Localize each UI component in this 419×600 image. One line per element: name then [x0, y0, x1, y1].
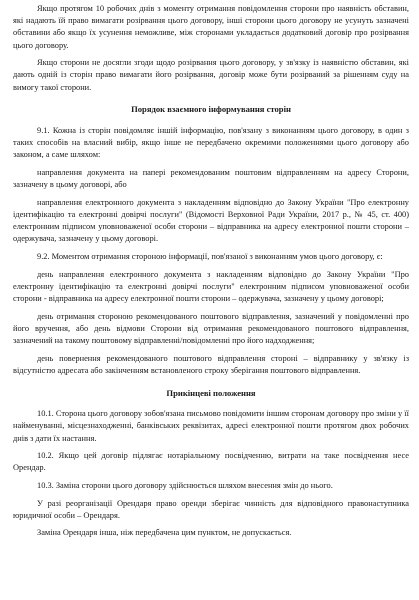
paragraph-10-2: 10.2. Якщо цей договір підлягає нотаріальному посвідченню, витрати на таке посвідчення несе Орендар.: [13, 451, 409, 473]
paragraph-postal-return: день повернення рекомендованого поштового відправлення стороні – відправнику у зв'язку із відсутністю адресата або закінченням встановленого строку зберігання поштового відправлення.: [13, 353, 409, 375]
paragraph-termination-notice: Якщо протягом 10 робочих днів з моменту отримання повідомлення сторони про наявність обставин, які надають їй право вимагати розірвання цього договору, інші сторони цього договору не усунуть зазначені обставини або якщо їх усунення неможливе, між сторонами укладається додатковий договір про розірвання цього договору.: [13, 4, 409, 50]
section-heading-mutual-information: Порядок взаємного інформування сторін: [131, 104, 291, 115]
paragraph-reorganization: У разі реорганізації Орендаря право оренди зберігає чинність для відповідного правонаступника юридичної особи – Орендаря.: [13, 498, 409, 520]
paragraph-postal-receipt: день отримання стороною рекомендованого поштового відправлення, зазначений у повідомленні про його вручення, або день відмови Сторони від отримання рекомендованого поштового відправлення, зазначений на такому поштовому відправленні/повідомленні про його надходження;: [13, 311, 409, 346]
paragraph-paper-delivery: направлення документа на папері рекомендованим поштовим відправленням на адресу Сторони, зазначену в цьому договорі, або: [13, 168, 409, 190]
paragraph-termination-court: Якщо сторони не досягли згоди щодо розірвання цього договору, у зв'язку із наявністю обставин, які дають одній із сторін право вимагати його розірвання, договір може бути розірваний за рішенням суду на вимогу такої сторони.: [13, 58, 409, 92]
paragraph-electronic-receipt: день направлення електронного документа з накладенням відповідно до Закону України "Про електронну ідентифікацію та електронні довірчі послуги" електронним підписом уповноваженої особи сторони - відправника на адресу електронної пошти сторони – одержувача, зазначену у цьому договорі;: [13, 269, 409, 304]
paragraph-tenant-replacement: Заміна Орендаря інша, ніж передбачена цим пунктом, не допускається.: [37, 528, 292, 538]
paragraph-10-3: 10.3. Заміна сторони цього договору здійснюється шляхом внесення змін до нього.: [37, 481, 333, 491]
paragraph-10-1: 10.1. Сторона цього договору зобов'язана письмово повідомити іншим сторонам договору про зміни у її найменуванні, місцезнаходженні, банківських реквізитах, адресі електронної пошти протягом двох робочих днів з дати їх настання.: [13, 409, 409, 443]
section-heading-final-provisions: Прикінцеві положення: [166, 387, 256, 398]
paragraph-9-2: 9.2. Моментом отримання стороною інформації, пов'язаної з виконанням умов цього договору, є:: [37, 252, 383, 262]
paragraph-electronic-delivery: направлення електронного документа з накладенням відповідно до Закону України "Про електронну ідентифікацію та електронні довірчі послуги" (Відомості Верховної Ради України, 2017 р., № 45, ст. 400) електронним підписом уповноваженої особи сторони – відправника на адресу електронної пошти сторони – одержувача, зазначену у цьому договорі.: [13, 197, 409, 244]
paragraph-9-1: 9.1. Кожна із сторін повідомляє іншій інформацію, пов'язану з виконанням цього договору, в один з таких способів на власний вибір, якщо інше не передбачено окремими положеннями цього договору або законом, а саме шляхом:: [13, 126, 409, 160]
